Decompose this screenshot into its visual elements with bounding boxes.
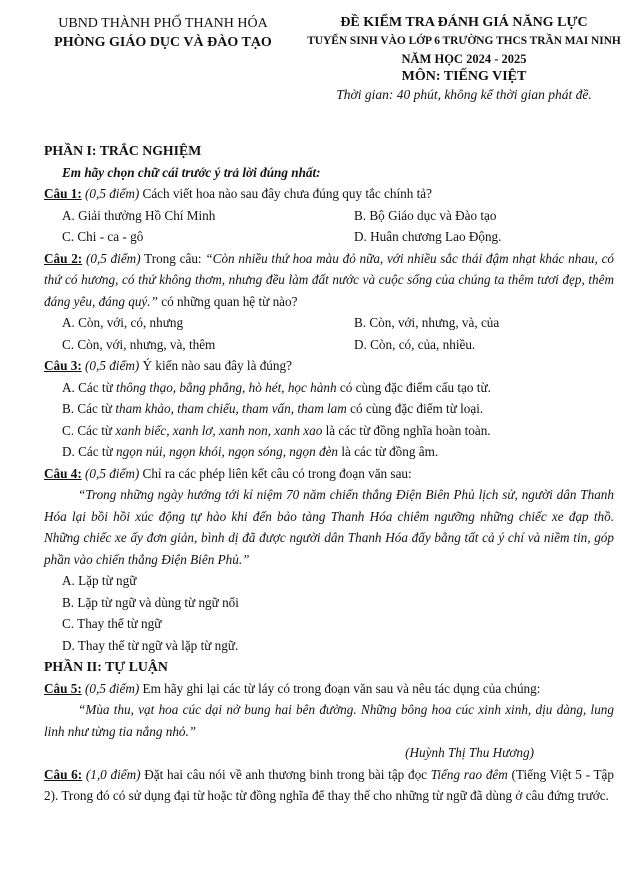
option-c: C. Chi - ca - gô: [62, 229, 144, 244]
option-prefix: C. Các từ: [62, 422, 116, 438]
question-text: Chỉ ra các phép liên kết câu có trong đoạn văn sau:: [139, 465, 412, 481]
education-department: PHÒNG GIÁO DỤC VÀ ĐÀO TẠO: [54, 35, 272, 50]
question-quote: “Trong những ngày hướng tới kỉ niệm 70 năm chiến thắng Điện Biên Phủ lịch sử, người dân Thanh Hóa lại bồi hồi xúc động tự hào khi đến bảo tàng Thanh Hóa chiêm ngưỡng những chiếc xe đạp thồ. Những chiếc xe ấy đơn giản, bình dị đã được người dân Thanh Hóa đẩy bằng tất cả ý chí và niềm tin, góp phần vào chiến thắng Điện Biên Phủ.”: [44, 487, 614, 567]
option-b: B. Còn, với, nhưng, và, của: [354, 315, 500, 330]
question-3: [44, 355, 614, 377]
option-c: C. Thay thế từ ngữ: [62, 616, 162, 631]
option-suffix: có cùng đặc điểm cấu tạo từ.: [336, 379, 491, 395]
question-points: (0,5 điểm): [85, 186, 140, 201]
question-label: Câu 2:: [44, 250, 83, 266]
question-1: [44, 183, 614, 205]
option-prefix: A. Các từ: [62, 379, 117, 395]
option-words: thông thạo, bằng phẳng, hò hét, học hành: [116, 379, 337, 395]
option-suffix: có cùng đặc điểm từ loại.: [346, 401, 484, 416]
question-label: Câu 6:: [44, 766, 83, 782]
option-words: xanh biếc, xanh lơ, xanh non, xanh xao: [115, 422, 323, 438]
time-limit: Thời gian: 40 phút, không kể thời gian phát đề.: [336, 87, 592, 102]
question-4: [44, 463, 614, 485]
option-prefix: B. Các từ: [62, 401, 116, 416]
option-row: [44, 312, 614, 334]
question-label: Câu 5:: [44, 680, 82, 696]
option-d: [44, 441, 614, 463]
part2-title: PHẦN II: TỰ LUẬN: [44, 659, 168, 674]
option-a: A. Lặp từ ngữ: [62, 573, 137, 588]
part1-instruction: Em hãy chọn chữ cái trước ý trả lời đúng nhất:: [62, 164, 321, 180]
option-words: ngọn núi, ngọn khói, ngọn sóng, ngọn đèn: [116, 444, 339, 459]
option-a: [44, 377, 614, 399]
option-a: A. Giải thưởng Hồ Chí Minh: [62, 207, 216, 223]
question-points: (0,5 điểm): [85, 250, 141, 266]
question-6: [44, 764, 614, 807]
question-text: Em hãy ghi lại các từ láy có trong đoạn văn sau và nêu tác dụng của chúng:: [139, 680, 541, 696]
question-text: Cách viết hoa nào sau đây chưa đúng quy tắc chính tả?: [139, 186, 433, 201]
question-quote: “Mùa thu, vạt hoa cúc dại nở bung hai bên đường. Những bông hoa cúc xinh xinh, dịu dàng, lung linh như từng tia nắng nhỏ.”: [44, 702, 614, 739]
question-text: Đặt hai câu nói về anh thương binh trong bài tập đọc: [140, 766, 431, 782]
question-points: (0,5 điểm): [85, 465, 140, 481]
option-suffix: là các từ đồng nghĩa hoàn toàn.: [322, 422, 491, 438]
option-c: [44, 420, 614, 442]
question-label: Câu 1:: [44, 186, 82, 201]
part1-title: PHẦN I: TRẮC NGHIỆM: [44, 143, 202, 158]
question-quote: “Còn nhiều thứ hoa màu đỏ nữa, với nhiều sắc thái đậm nhạt khác nhau, có thứ có hương, có thứ không thơm, nhưng đều làm đất nước và cuộc sống của chúng ta thêm tươi đẹp, thêm đáng yêu, đáng quý.”: [44, 250, 615, 309]
question-2: [44, 248, 614, 313]
question-5: [44, 678, 614, 700]
option-words: tham khảo, tham chiếu, tham vấn, tham lam: [115, 401, 347, 416]
question-label: Câu 4:: [44, 465, 82, 481]
option-d: D. Thay thế từ ngữ và lặp từ ngữ.: [62, 637, 239, 653]
option-b: B. Lặp từ ngữ và dùng từ ngữ nối: [62, 594, 239, 610]
option-prefix: D. Các từ: [62, 444, 117, 459]
exam-body: [44, 140, 614, 807]
option-b: B. Bộ Giáo dục và Đào tạo: [354, 207, 497, 223]
exam-title: ĐỀ KIỂM TRA ĐÁNH GIÁ NĂNG LỰC: [340, 15, 588, 30]
question-text-suffix: có những quan hệ từ nào?: [157, 293, 298, 309]
reading-title: Tiếng rao đêm: [430, 766, 508, 782]
question-text: Ý kiến nào sau đây là đúng?: [139, 358, 292, 373]
option-row: [44, 226, 614, 248]
question-points: (1,0 điểm): [85, 766, 141, 782]
question-text-suffix: (Tiếng Việt 5 - Tập 2). Trong đó có sử dụng đại từ hoặc từ đồng nghĩa để thay thế cho những từ ngữ đã dùng ở câu đứng trước.: [44, 766, 614, 803]
question-text: Trong câu:: [140, 250, 206, 266]
exam-subtitle: TUYỂN SINH VÀO LỚP 6 TRƯỜNG THCS TRẦN MAI NINH: [307, 35, 621, 47]
option-row: [44, 334, 614, 356]
option-row: [44, 205, 614, 227]
question-label: Câu 3:: [44, 358, 82, 373]
option-a: A. Còn, với, có, nhưng: [62, 315, 184, 330]
quote-author: (Huỳnh Thị Thu Hương): [405, 745, 534, 760]
city-committee: UBND THÀNH PHỐ THANH HÓA: [58, 16, 268, 31]
option-suffix: là các từ đồng âm.: [338, 444, 439, 459]
question-points: (0,5 điểm): [85, 358, 140, 373]
school-year: NĂM HỌC 2024 - 2025: [401, 52, 527, 66]
option-c: C. Còn, với, nhưng, và, thêm: [62, 336, 216, 352]
subject: MÔN: TIẾNG VIỆT: [401, 69, 527, 84]
option-d: D. Còn, có, của, nhiều.: [354, 336, 476, 352]
option-d: D. Huân chương Lao Động.: [354, 229, 502, 244]
question-points: (0,5 điểm): [85, 680, 140, 696]
option-b: [44, 398, 614, 420]
header-right: [292, 14, 636, 104]
header-left: [28, 14, 298, 52]
